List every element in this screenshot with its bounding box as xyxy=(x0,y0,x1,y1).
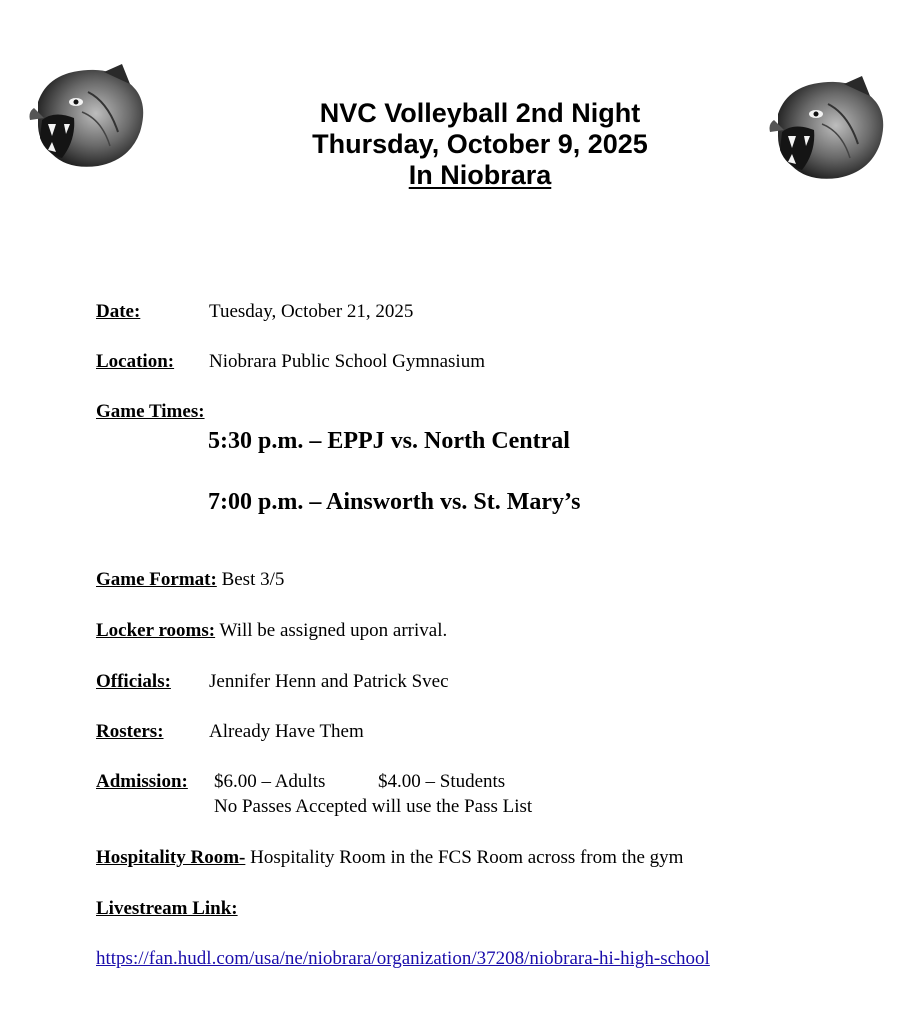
officials-label: Officials: xyxy=(96,671,171,692)
cougar-head-icon xyxy=(758,74,890,184)
game-format-value: Best 3/5 xyxy=(221,569,285,590)
game-times-label: Game Times: xyxy=(96,401,205,422)
game-1: 5:30 p.m. – EPPJ vs. North Central xyxy=(208,428,570,454)
livestream-label: Livestream Link: xyxy=(96,898,238,919)
cougar-logo-left xyxy=(18,62,150,172)
officials-row xyxy=(96,671,449,693)
location-value: Niobrara Public School Gymnasium xyxy=(209,351,485,372)
location-label: Location: xyxy=(96,351,175,372)
game-2: 7:00 p.m. – Ainsworth vs. St. Mary’s xyxy=(208,489,581,515)
event-title: NVC Volleyball 2nd Night xyxy=(319,98,641,128)
rosters-value: Already Have Them xyxy=(209,721,364,742)
hospitality-row xyxy=(96,847,683,869)
hospitality-value: Hospitality Room in the FCS Room across from the gym xyxy=(250,847,684,868)
date-label: Date: xyxy=(96,301,141,322)
locker-rooms-value: Will be assigned upon arrival. xyxy=(219,620,448,641)
locker-rooms-row xyxy=(96,620,447,642)
date-row xyxy=(96,301,414,323)
livestream-link-row xyxy=(96,948,710,970)
locker-rooms-label: Locker rooms: xyxy=(96,620,216,641)
game-times-row xyxy=(96,401,205,423)
date-value: Tuesday, October 21, 2025 xyxy=(209,301,414,322)
admission-row xyxy=(96,771,506,793)
livestream-link[interactable]: https://fan.hudl.com/usa/ne/niobrara/organization/37208/niobrara-hi-high-school xyxy=(96,948,710,969)
cougar-head-icon xyxy=(18,62,150,172)
hospitality-label: Hospitality Room- xyxy=(96,847,246,868)
game-format-row xyxy=(96,569,284,591)
admission-students: $4.00 – Students xyxy=(378,771,506,792)
event-header xyxy=(200,98,760,191)
rosters-label: Rosters: xyxy=(96,721,164,742)
cougar-logo-right xyxy=(758,74,890,184)
rosters-row xyxy=(96,721,364,743)
officials-value: Jennifer Henn and Patrick Svec xyxy=(209,671,449,692)
location-row xyxy=(96,351,485,373)
admission-note: No Passes Accepted will use the Pass List xyxy=(214,796,533,817)
livestream-row xyxy=(96,898,238,920)
admission-adults: $6.00 – Adults xyxy=(214,771,326,792)
event-location-heading: In Niobrara xyxy=(408,160,552,190)
game-format-label: Game Format: xyxy=(96,569,217,590)
admission-label: Admission: xyxy=(96,771,188,792)
event-original-date: Thursday, October 9, 2025 xyxy=(312,129,648,159)
